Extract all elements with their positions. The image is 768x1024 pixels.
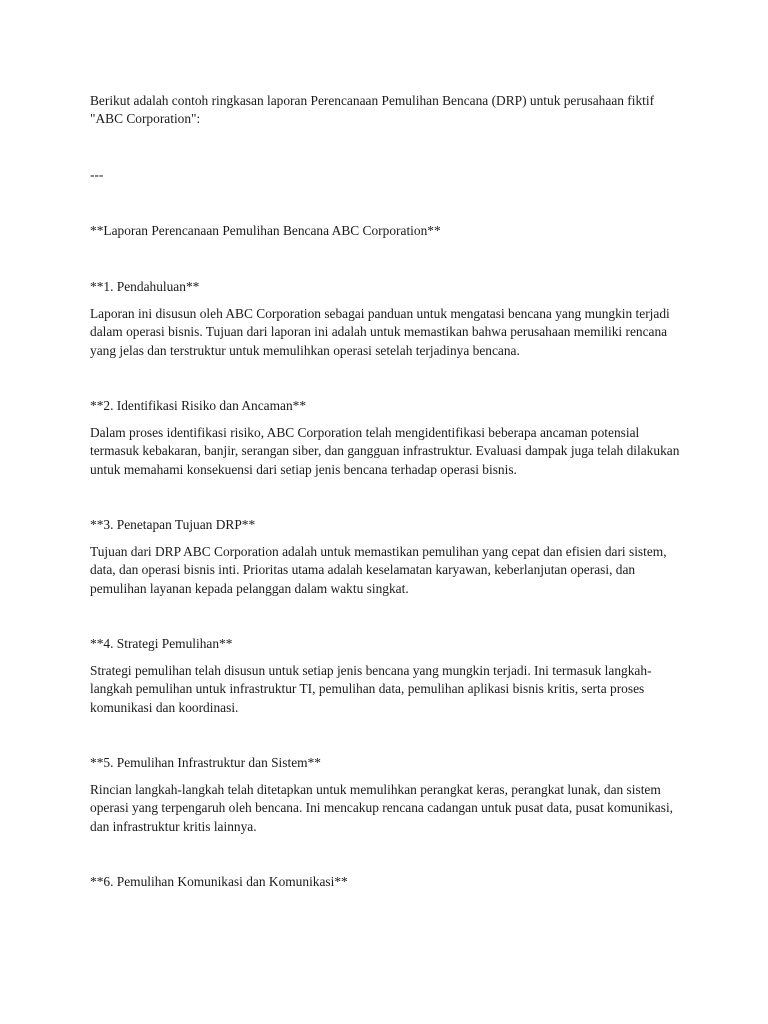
section-strategi-pemulihan bbox=[90, 635, 686, 717]
section-body: Strategi pemulihan telah disusun untuk setiap jenis bencana yang mungkin terjadi. Ini termasuk langkah-langkah pemulihan untuk infrastruktur TI, pemulihan data, pemulihan aplikasi bisnis kritis, serta proses komunikasi dan koordinasi. bbox=[90, 663, 652, 715]
section-pemulihan-infrastruktur bbox=[90, 754, 686, 836]
section-body: Laporan ini disusun oleh ABC Corporation sebagai panduan untuk mengatasi bencana yang mungkin terjadi dalam operasi bisnis. Tujuan dari laporan ini adalah untuk memastikan bahwa perusahaan memiliki rencana yang jelas dan terstruktur untuk memulihkan operasi setelah terjadinya bencana. bbox=[90, 306, 670, 358]
section-heading: **6. Pemulihan Komunikasi dan Komunikasi** bbox=[90, 874, 348, 889]
document-title: **Laporan Perencanaan Pemulihan Bencana ABC Corporation** bbox=[90, 223, 441, 238]
section-heading: **1. Pendahuluan** bbox=[90, 279, 200, 294]
separator-line: --- bbox=[90, 167, 104, 182]
section-pemulihan-komunikasi bbox=[90, 873, 686, 891]
section-identifikasi-risiko bbox=[90, 397, 686, 479]
section-body: Rincian langkah-langkah telah ditetapkan untuk memulihkan perangkat keras, perangkat lunak, dan sistem operasi yang terpengaruh oleh bencana. Ini mencakup rencana cadangan untuk pusat data, pusat komunikasi, dan infrastruktur kritis lainnya. bbox=[90, 782, 674, 834]
section-pendahuluan bbox=[90, 278, 686, 360]
section-heading: **3. Penetapan Tujuan DRP** bbox=[90, 517, 256, 532]
intro-paragraph: Berikut adalah contoh ringkasan laporan Perencanaan Pemulihan Bencana (DRP) untuk perusahaan fiktif "ABC Corporation": bbox=[90, 93, 655, 127]
section-heading: **4. Strategi Pemulihan** bbox=[90, 636, 233, 651]
section-tujuan-drp bbox=[90, 516, 686, 598]
section-body: Tujuan dari DRP ABC Corporation adalah untuk memastikan pemulihan yang cepat dan efisien dari sistem, data, dan operasi bisnis inti. Prioritas utama adalah keselamatan karyawan, keberlanjutan operasi, dan pemulihan layanan kepada pelanggan dalam waktu singkat. bbox=[90, 544, 667, 596]
section-heading: **5. Pemulihan Infrastruktur dan Sistem** bbox=[90, 755, 321, 770]
section-heading: **2. Identifikasi Risiko dan Ancaman** bbox=[90, 398, 307, 413]
section-body: Dalam proses identifikasi risiko, ABC Corporation telah mengidentifikasi beberapa ancaman potensial termasuk kebakaran, banjir, serangan siber, dan gangguan infrastruktur. Evaluasi dampak juga telah dilakukan untuk memahami konsekuensi dari setiap jenis bencana terhadap operasi bisnis. bbox=[90, 425, 680, 477]
